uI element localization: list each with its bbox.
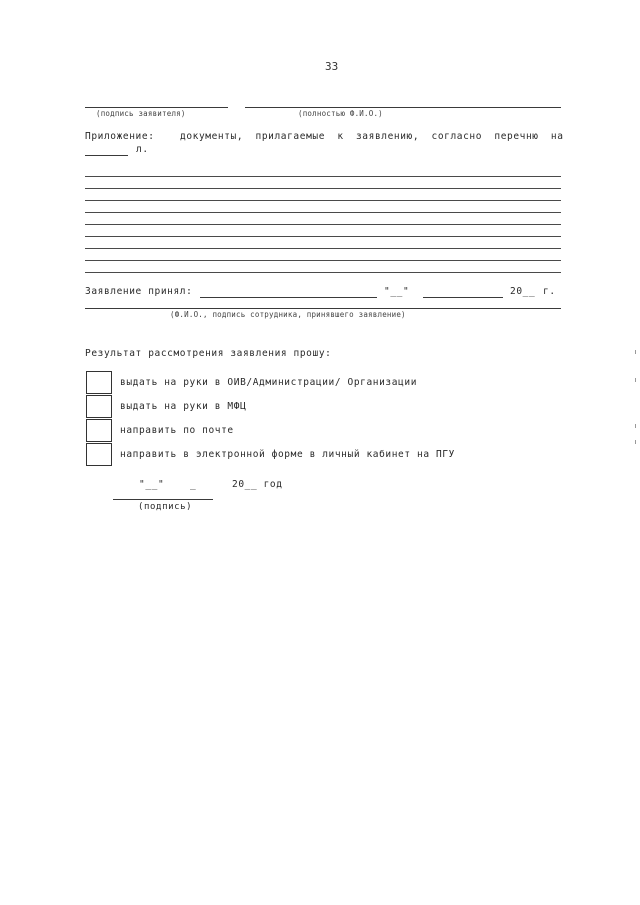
result-checkbox-mfc[interactable] bbox=[86, 395, 112, 418]
attachment-text: документы, прилагаемые к заявлению, согласно перечню на bbox=[180, 131, 564, 142]
footer-month-blank: _ bbox=[190, 479, 197, 490]
applicant-signature-caption: (подпись заявителя) bbox=[96, 109, 186, 118]
result-checkbox-oiv[interactable] bbox=[86, 371, 112, 394]
scan-mark bbox=[635, 424, 636, 428]
scan-mark bbox=[635, 378, 636, 382]
accepted-year-suffix: г. bbox=[543, 286, 556, 297]
attachment-label: Приложение: bbox=[85, 131, 155, 142]
ruled-line bbox=[85, 272, 561, 273]
accepted-date-quote: "__" bbox=[384, 286, 410, 297]
accepted-year: 20__ bbox=[510, 286, 536, 297]
footer-signature-line bbox=[113, 499, 213, 500]
accepted-caption: (Ф.И.О., подпись сотрудника, принявшего заявление) bbox=[170, 310, 406, 319]
ruled-line bbox=[85, 236, 561, 237]
attachment-pages-suffix: л. bbox=[136, 144, 149, 155]
result-option-label: направить по почте bbox=[120, 425, 234, 436]
page-number: 33 bbox=[325, 60, 339, 73]
result-heading: Результат рассмотрения заявления прошу: bbox=[85, 348, 332, 359]
accepted-name-line bbox=[200, 297, 377, 298]
applicant-signature-line bbox=[85, 107, 228, 108]
ruled-line bbox=[85, 224, 561, 225]
scan-mark bbox=[635, 350, 636, 354]
result-checkbox-electronic[interactable] bbox=[86, 443, 112, 466]
accepted-label: Заявление принял: bbox=[85, 286, 193, 297]
scan-mark bbox=[635, 440, 636, 444]
ruled-line bbox=[85, 176, 561, 177]
footer-year: 20__ год bbox=[232, 479, 283, 490]
result-option-label: направить в электронной форме в личный кабинет на ПГУ bbox=[120, 449, 455, 460]
footer-signature-caption: (подпись) bbox=[138, 502, 193, 512]
full-name-caption: (полностью Ф.И.О.) bbox=[298, 109, 383, 118]
footer-date-quote: "__" bbox=[139, 479, 165, 490]
ruled-line bbox=[85, 200, 561, 201]
ruled-line bbox=[85, 248, 561, 249]
attachment-pages-line bbox=[85, 155, 128, 156]
ruled-line bbox=[85, 188, 561, 189]
ruled-line bbox=[85, 260, 561, 261]
ruled-line bbox=[85, 212, 561, 213]
result-option-label: выдать на руки в ОИВ/Администрации/ Организации bbox=[120, 377, 418, 388]
result-checkbox-mail[interactable] bbox=[86, 419, 112, 442]
result-option-label: выдать на руки в МФЦ bbox=[120, 401, 247, 412]
full-name-line bbox=[245, 107, 561, 108]
accepted-signature-line bbox=[85, 308, 561, 309]
accepted-month-line bbox=[423, 297, 503, 298]
